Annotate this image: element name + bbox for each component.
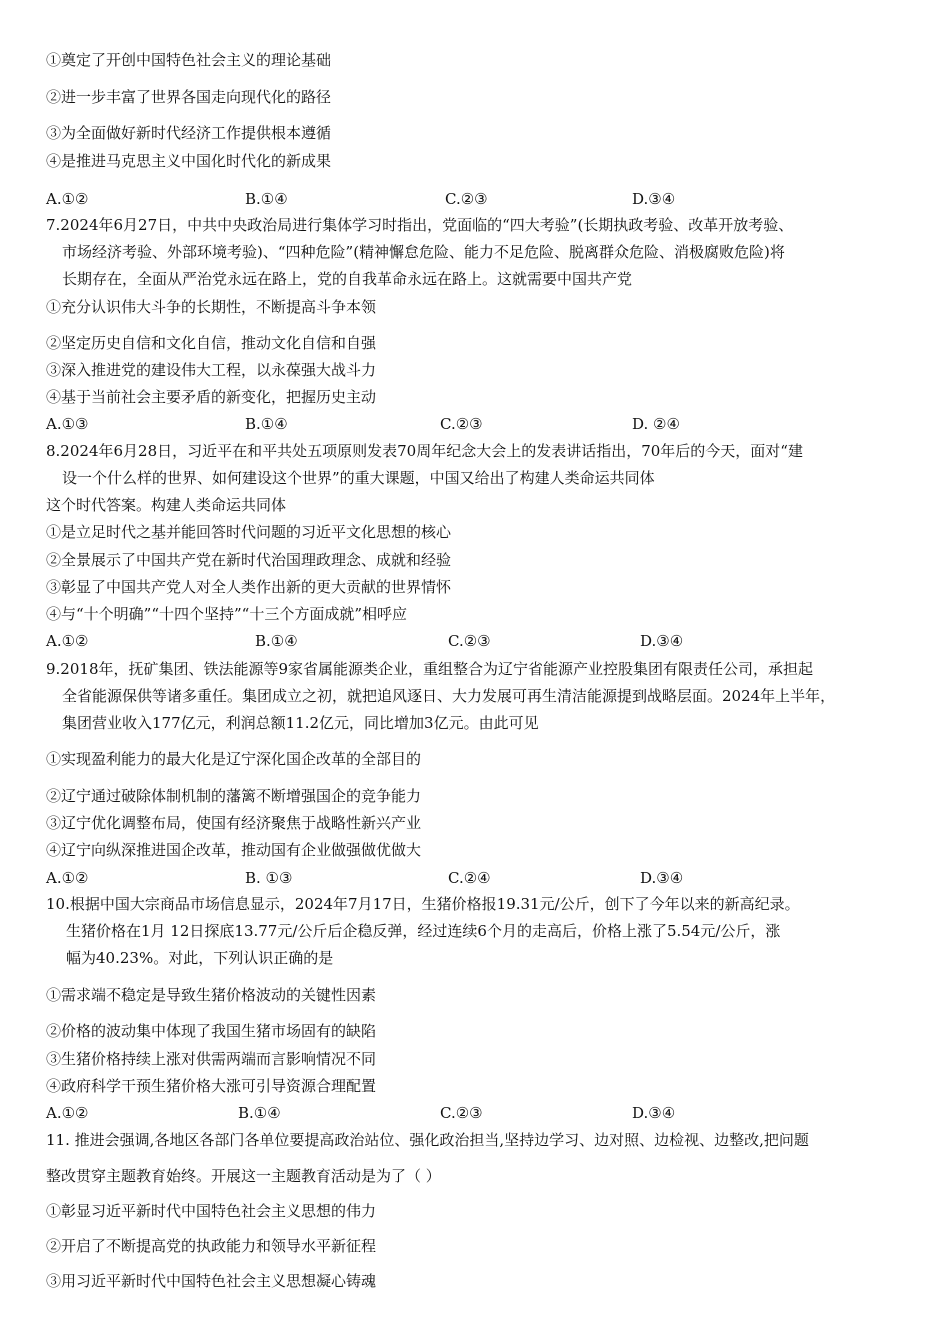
q9-option-a: A.①②: [46, 869, 89, 887]
q9-option-d: D.③④: [640, 869, 684, 887]
q10-stem-line-2: 生猪价格在1月 12日探底13.77元/公斤后企稳反弹，经过连续6个月的走高后，价格上涨了5.54元/公斤，涨: [66, 922, 781, 940]
q8-stem-line-3: 这个时代答案。构建人类命运共同体: [46, 496, 287, 514]
q8-option-b: B.①④: [255, 632, 298, 650]
q7-item-2: ②坚定历史自信和文化自信，推动文化自信和自强: [46, 334, 377, 352]
q6-item-2: ②进一步丰富了世界各国走向现代化的路径: [46, 88, 332, 106]
q7-item-3: ③深入推进党的建设伟大工程，以永葆强大战斗力: [46, 361, 377, 379]
q11-stem-line-2: 整改贯穿主题教育始终。开展这一主题教育活动是为了（ ）: [46, 1167, 441, 1185]
q10-option-a: A.①②: [46, 1104, 89, 1122]
q8-item-2: ②全景展示了中国共产党在新时代治国理政理念、成就和经验: [46, 551, 452, 569]
q7-option-a: A.①③: [46, 415, 89, 433]
q8-option-d: D.③④: [640, 632, 684, 650]
q8-option-c: C.②③: [448, 632, 491, 650]
q9-item-3: ③辽宁优化调整布局，使国有经济聚焦于战略性新兴产业: [46, 814, 422, 832]
q6-option-c: C.②③: [445, 190, 488, 208]
q11-item-3: ③用习近平新时代中国特色社会主义思想凝心铸魂: [46, 1272, 377, 1290]
q7-option-d: D. ②④: [632, 415, 680, 433]
q6-option-b: B.①④: [245, 190, 288, 208]
q8-option-a: A.①②: [46, 632, 89, 650]
q9-item-4: ④辽宁向纵深推进国企改革，推动国有企业做强做优做大: [46, 841, 422, 859]
q9-item-1: ①实现盈利能力的最大化是辽宁深化国企改革的全部目的: [46, 750, 422, 768]
q6-option-d: D.③④: [632, 190, 676, 208]
q7-option-c: C.②③: [440, 415, 483, 433]
q11-stem-line-1: 11. 推进会强调,各地区各部门各单位要提高政治站位、强化政治担当,坚持边学习、边对照、边检视、边整改,把问题: [46, 1131, 809, 1149]
q9-item-2: ②辽宁通过破除体制机制的藩篱不断增强国企的竞争能力: [46, 787, 422, 805]
q10-option-b: B.①④: [238, 1104, 281, 1122]
q9-stem-line-3: 集团营业收入177亿元，利润总额11.2亿元，同比增加3亿元。由此可见: [62, 714, 539, 732]
q6-option-a: A.①②: [46, 190, 89, 208]
q7-option-b: B.①④: [245, 415, 288, 433]
q10-option-d: D.③④: [632, 1104, 676, 1122]
q11-item-2: ②开启了不断提高党的执政能力和领导水平新征程: [46, 1237, 377, 1255]
q8-item-4: ④与“十个明确”“十四个坚持”“十三个方面成就”相呼应: [46, 605, 408, 623]
q7-stem-line-3: 长期存在，全面从严治党永远在路上，党的自我革命永远在路上。这就需要中国共产党: [62, 270, 633, 288]
q10-item-3: ③生猪价格持续上涨对供需两端而言影响情况不同: [46, 1050, 377, 1068]
q10-item-1: ①需求端不稳定是导致生猪价格波动的关键性因素: [46, 986, 377, 1004]
q6-item-4: ④是推进马克思主义中国化时代化的新成果: [46, 152, 332, 170]
q9-option-c: C.②④: [448, 869, 491, 887]
q7-stem-line-2: 市场经济考验、外部环境考验)、“四种危险”(精神懈怠危险、能力不足危险、脱离群众危险、消极腐败危险)将: [62, 243, 785, 261]
q7-item-4: ④基于当前社会主要矛盾的新变化，把握历史主动: [46, 388, 377, 406]
q7-item-1: ①充分认识伟大斗争的长期性，不断提高斗争本领: [46, 298, 377, 316]
q9-stem-line-1: 9.2018年，抚矿集团、铁法能源等9家省属能源类企业，重组整合为辽宁省能源产业控股集团有限责任公司，承担起: [46, 660, 814, 678]
q7-stem-line-1: 7.2024年6月27日，中共中央政治局进行集体学习时指出，党面临的“四大考验”(长期执政考验、改革开放考验、: [46, 216, 794, 234]
q10-item-4: ④政府科学干预生猪价格大涨可引导资源合理配置: [46, 1077, 377, 1095]
q10-stem-line-1: 10.根据中国大宗商品市场信息显示，2024年7月17日，生猪价格报19.31元/公斤，创下了今年以来的新高纪录。: [46, 895, 800, 913]
q8-item-1: ①是立足时代之基并能回答时代问题的习近平文化思想的核心: [46, 523, 452, 541]
q8-stem-line-2: 设一个什么样的世界、如何建设这个世界”的重大课题，中国又给出了构建人类命运共同体: [62, 469, 655, 487]
q6-item-3: ③为全面做好新时代经济工作提供根本遵循: [46, 124, 332, 142]
q9-stem-line-2: 全省能源保供等诸多重任。集团成立之初，就把追风逐日、大力发展可再生清洁能源提到战略层面。2024年上半年，: [62, 687, 836, 705]
q6-item-1: ①奠定了开创中国特色社会主义的理论基础: [46, 51, 332, 69]
q8-item-3: ③彰显了中国共产党人对全人类作出新的更大贡献的世界情怀: [46, 578, 452, 596]
q10-item-2: ②价格的波动集中体现了我国生猪市场固有的缺陷: [46, 1022, 377, 1040]
q8-stem-line-1: 8.2024年6月28日，习近平在和平共处五项原则发表70周年纪念大会上的发表讲话指出，70年后的今天，面对“建: [46, 442, 803, 460]
q10-option-c: C.②③: [440, 1104, 483, 1122]
q10-stem-line-3: 幅为40.23%。对此，下列认识正确的是: [66, 949, 334, 967]
q9-option-b: B. ①③: [245, 869, 293, 887]
q11-item-1: ①彰显习近平新时代中国特色社会主义思想的伟力: [46, 1202, 377, 1220]
